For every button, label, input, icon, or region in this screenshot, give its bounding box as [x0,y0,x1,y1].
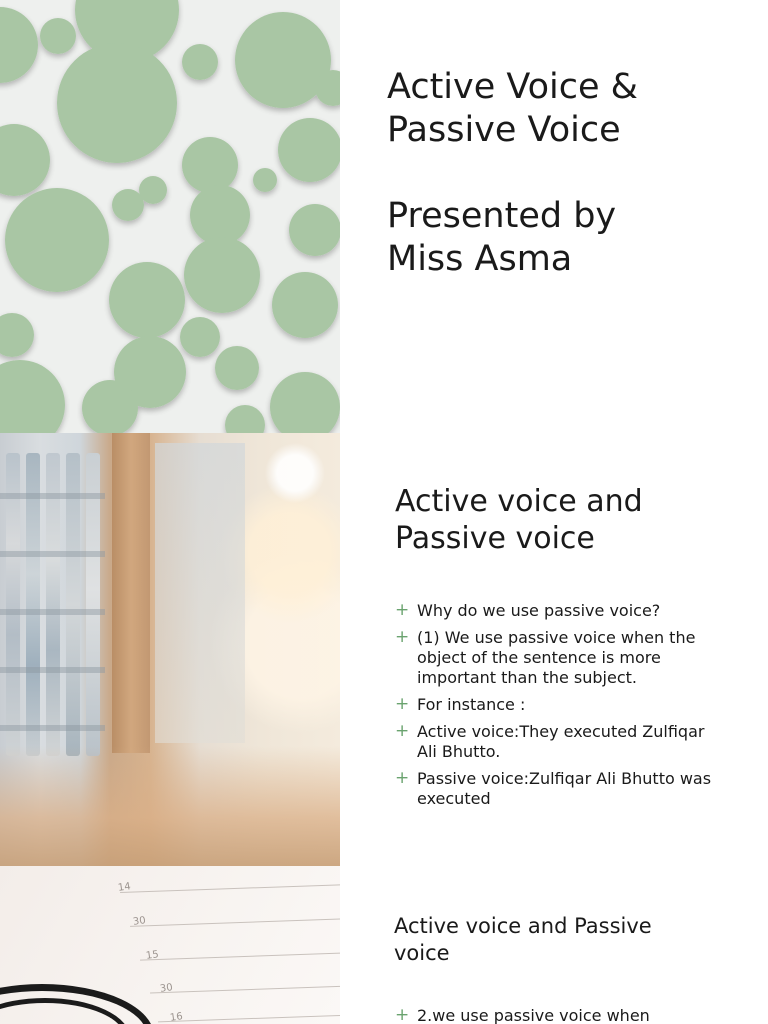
slide-2-image-library [0,433,340,866]
slide-3-title: Active voice and Passive voice [394,914,652,965]
list-item [395,601,725,621]
list-item [395,695,725,715]
slide-1-title: Active Voice & Passive Voice Presented by Miss Asma [387,67,638,279]
wooden-column [112,433,150,753]
plus-icon: + [395,768,410,788]
list-item [395,722,725,762]
slide-1-text-panel [340,0,768,433]
slide-3-text-panel [340,866,768,1024]
bullet-text: Active voice:They executed Zulfiqar Ali Bhutto. [417,722,705,761]
notebook-time-label: 30 [132,915,147,928]
notebook-line [120,884,340,893]
shelf-line [0,725,105,731]
plus-icon: + [395,1005,410,1024]
bullet-text: Passive voice:Zulfiqar Ali Bhutto was executed [417,769,712,808]
slide-1-image-green-circles [0,0,340,433]
green-circle-pattern-image [0,0,340,433]
slide-3-bullet-list [395,1006,725,1024]
bullet-text: Why do we use passive voice? [417,601,661,620]
plus-icon: + [395,627,410,647]
library-floor [0,746,340,866]
shelf-line [0,493,105,499]
bullet-text: 2.we use passive voice when [417,1006,650,1024]
slide-2 [0,433,768,866]
bullet-text: (1) We use passive voice when the object of the sentence is more important than the subject. [417,628,696,687]
list-item [395,769,725,809]
list-item [395,1006,725,1024]
slide-2-bullet-list [395,601,725,816]
slide-2-title: Active voice and Passive voice [395,484,643,556]
bookshelf-right [155,443,245,743]
notebook-time-label: 30 [159,982,174,995]
bullet-text: For instance : [417,695,526,714]
shelf-line [0,667,105,673]
slide-3 [0,866,768,1024]
plus-icon: + [395,721,410,741]
notebook-time-label: 15 [145,949,160,962]
list-item [395,628,725,688]
slide-1 [0,0,768,433]
notebook-line [158,1015,340,1023]
shelf-line [0,609,105,615]
slide-3-image-notebook [0,866,340,1024]
plus-icon: + [395,600,410,620]
notebook-line [130,918,340,927]
notebook-line [140,952,340,960]
plus-icon: + [395,694,410,714]
notebook-time-label: 14 [117,881,132,894]
slide-2-text-panel [340,433,768,866]
notebook-time-label: 16 [169,1011,184,1024]
shelf-line [0,551,105,557]
notebook-line [150,986,340,994]
